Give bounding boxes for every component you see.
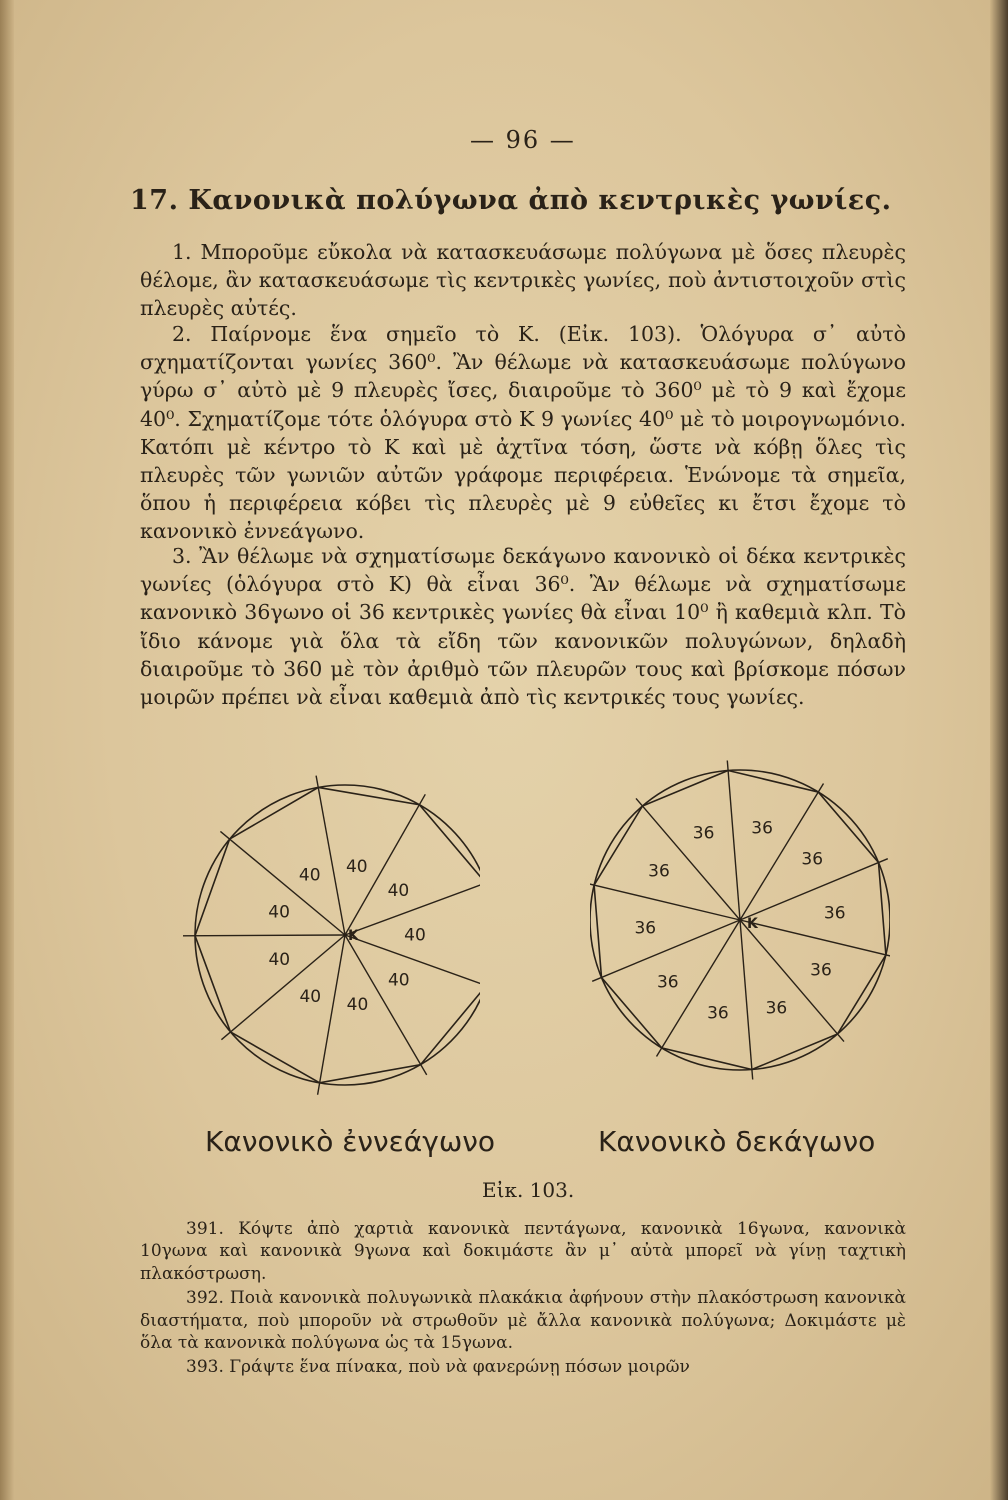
paragraph-2 — [140, 320, 906, 546]
g2-angle-label: 36 — [692, 823, 715, 844]
figure-label: Εἰκ. 103. — [482, 1178, 575, 1202]
paragraph-2-text: 2. Παίρνομε ἕνα σημεῖο τὸ Κ. (Εἰκ. 103). Ὁλόγυρα σ᾽ αὐτὸ σχηματίζονται γωνίες 360⁰. Ἂν θέλωμε νὰ κατασκευάσωμε πολύγωνο γύρω σ᾽ αὐτὸ μὲ 9 πλευρὲς ἴσες, διαιροῦμε τὸ 360⁰ μὲ τὸ 9 καὶ ἔχομε 40⁰. Σχηματίζομε τότε ὁλόγυρα στὸ Κ 9 γωνίες 40⁰ μὲ τὸ μοιρογνωμόνιο. Κατόπι μὲ κέντρο τὸ Κ καὶ μὲ ἀχτῖνα τόση, ὥστε νὰ κόβῃ ὅλες τὶς πλευρὲς τῶν γωνιῶν αὐτῶν γράφομε περιφέρεια. Ἑνώνομε τὰ σημεῖα, ὅπου ἡ περιφέρεια κόβει τὶς πλευρὲς μὲ 9 εὐθεῖες κι ἔτσι ἔχομε τὸ κανονικὸ ἐννεάγωνο. — [140, 322, 906, 544]
g1-angle-label: 40 — [268, 902, 290, 923]
exercise-392: 392. Ποιὰ κανονικὰ πολυγωνικὰ πλακάκια ἀφήνουν στὴν πλακόστρωση κανονικὰ διαστήματα, ποὺ μποροῦν νὰ στρωθοῦν μὲ ἄλλα κανονικὰ πολύγωνα; Δοκιμάστε μὲ ὅλα τὰ κανονικὰ πολύγωνα ὡς τὰ 15γωνα. — [140, 1288, 906, 1354]
exercise-393: 393. Γράψτε ἕνα πίνακα, ποὺ νὰ φανερώνῃ πόσων μοιρῶν — [186, 1357, 690, 1378]
g1-angle-label: 40 — [345, 857, 368, 877]
nonagon-figure — [180, 770, 480, 1110]
g1-angle-label: 40 — [387, 970, 410, 991]
g2-angle-label: 36 — [801, 849, 824, 870]
g2-angle-label: 36 — [656, 972, 679, 993]
g2-angle-label: 36 — [751, 818, 773, 839]
exercises — [140, 1218, 906, 1381]
g1-angle-label: 40 — [387, 880, 410, 901]
nonagon-caption: Κανονικὸ ἐννεάγωνο — [205, 1125, 496, 1158]
page-number: — 96 — — [470, 126, 576, 154]
decagon-figure — [590, 760, 890, 1110]
g2-spoke — [740, 920, 844, 1042]
g2-angle-label: 36 — [648, 861, 670, 882]
g1-spoke — [318, 935, 345, 1095]
g1-angle-label: 40 — [404, 925, 426, 946]
paragraph-1-text: 1. Μποροῦμε εὔκολα νὰ κατασκευάσωμε πολύγωνα μὲ ὅσες πλευρὲς θέλομε, ἂν κατασκευάσωμε τὶς κεντρικὲς γωνίες, ποὺ ἀντιστοιχοῦν στὶς πλευρὲς αὐτές. — [140, 240, 906, 321]
g2-angle-label: 36 — [765, 998, 788, 1019]
g2-angle-label: 36 — [634, 918, 657, 939]
exercise-391: 391. Κόψτε ἀπὸ χαρτιὰ κανονικὰ πεντάγωνα, κανονικὰ 16γωνα, κανονικὰ 10γωνα καὶ κανονικὰ 9γωνα καὶ δοκιμάστε ἂν μ᾽ αὐτὰ μπορεῖ νὰ γίνῃ ταχτικὴ πλακόστρωση. — [140, 1219, 906, 1284]
g2-spoke — [740, 920, 890, 957]
page-edge-left — [0, 0, 14, 1500]
g2-angle-label: 36 — [707, 1003, 729, 1024]
nonagon-center-label: Κ — [348, 928, 359, 944]
section-heading: 17. Κανονικὰ πολύγωνα ἀπὸ κεντρικὲς γωνίες. — [130, 185, 892, 216]
g2-spoke — [727, 761, 740, 921]
decagon-center-label: Κ — [747, 916, 758, 932]
g1-angle-label: 40 — [299, 986, 322, 1007]
g2-spoke — [636, 798, 740, 920]
paragraph-1 — [140, 238, 906, 323]
g2-angle-label: 36 — [823, 903, 846, 924]
g1-angle-label: 40 — [298, 865, 321, 886]
g1-angle-label: 40 — [268, 950, 291, 971]
paragraph-3 — [140, 542, 906, 711]
g1-angle-label: 40 — [346, 994, 369, 1015]
g2-spoke — [740, 920, 753, 1080]
g2-spoke — [590, 883, 740, 920]
g1-spoke — [183, 935, 345, 936]
paragraph-3-text: 3. Ἂν θέλωμε νὰ σχηματίσωμε δεκάγωνο κανονικὸ οἱ δέκα κεντρικὲς γωνίες (ὁλόγυρα στὸ Κ) θὰ εἶναι 36⁰. Ἂν θέλωμε νὰ σχηματίσωμε κανονικὸ 36γωνο οἱ 36 κεντρικὲς γωνίες θὰ εἶναι 10⁰ ἢ καθεμιὰ κλπ. Τὸ ἴδιο κάνομε γιὰ ὅλα τὰ εἴδη τῶν κανονικῶν πολυγώνων, δηλαδὴ διαιροῦμε τὸ 360 μὲ τὸν ἀριθμὸ τῶν πλευρῶν τους καὶ βρίσκομε πόσων μοιρῶν πρέπει νὰ εἶναι καθεμιὰ ἀπὸ τὶς κεντρικές τους γωνίες. — [140, 544, 906, 710]
decagon-caption: Κανονικὸ δεκάγωνο — [598, 1125, 876, 1158]
page-edge-right — [990, 0, 1008, 1500]
g2-angle-label: 36 — [810, 960, 832, 981]
g1-spoke — [316, 776, 345, 935]
